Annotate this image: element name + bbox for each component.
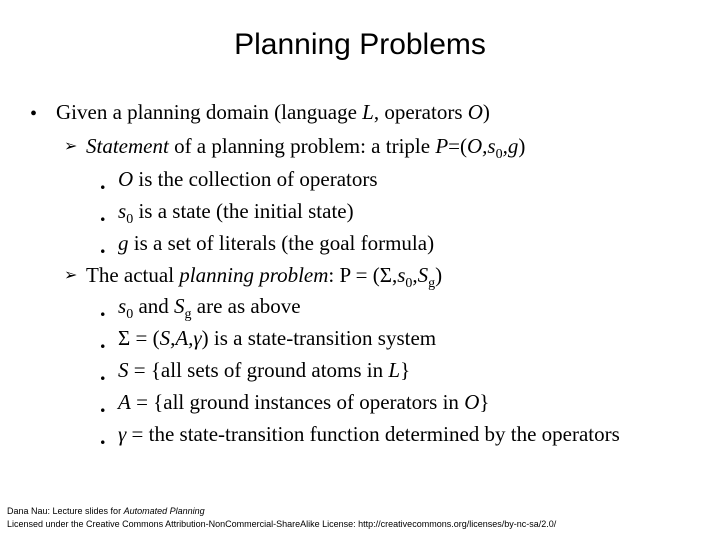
item-g-goal <box>118 231 434 255</box>
item-s0-initial <box>118 199 354 232</box>
var: A <box>118 390 131 414</box>
text: } <box>400 358 411 382</box>
bullet-given-domain <box>56 100 490 124</box>
text: ) is a state-transition system <box>201 326 437 350</box>
var: g <box>118 231 129 255</box>
item-gamma <box>118 422 620 446</box>
slide-title: Planning Problems <box>234 28 486 61</box>
item-O-collection <box>118 167 378 191</box>
var: s <box>118 199 127 223</box>
var-O: O <box>467 100 483 124</box>
text: The actual <box>86 263 180 287</box>
subbullet-statement <box>86 134 525 167</box>
subscript: 0 <box>126 212 134 228</box>
var: S,A,γ <box>159 326 202 350</box>
footer-license: Licensed under the Creative Commons Attribution-NonCommercial-ShareAlike License: http://creativecommons.org/licenses/by-nc-sa/2.0/ <box>7 519 557 529</box>
subscript: 0 <box>126 307 134 323</box>
var: S <box>118 358 129 382</box>
var-s: s <box>397 263 406 287</box>
text: : P = (Σ, <box>328 263 398 287</box>
text: =( <box>448 134 467 158</box>
text: = the state-transition function determined by the operators <box>126 422 620 446</box>
dot-bullet: . <box>100 328 106 353</box>
statement-term: Statement <box>86 134 169 158</box>
arrow-bullet-icon: ➢ <box>64 138 78 155</box>
text: are as above <box>191 294 301 318</box>
subscript: 0 <box>495 147 503 163</box>
arrow-bullet-icon: ➢ <box>64 267 78 284</box>
dot-bullet: . <box>100 392 106 417</box>
dot-bullet: . <box>100 296 106 321</box>
text: Given a planning domain (language <box>56 100 363 124</box>
text: of a planning problem: a triple <box>168 134 436 158</box>
var-L: L <box>362 100 374 124</box>
text: and <box>133 294 175 318</box>
subbullet-actual-problem <box>86 263 442 296</box>
var: O <box>464 390 480 414</box>
subscript: 0 <box>405 276 413 292</box>
text: Dana Nau: Lecture slides for <box>7 506 124 516</box>
var: s <box>118 294 127 318</box>
var: O <box>118 167 134 191</box>
text: = {all sets of ground atoms in <box>128 358 389 382</box>
item-A-instances <box>118 390 489 414</box>
text: ) <box>518 134 526 158</box>
item-s0-sg <box>118 294 301 327</box>
subscript: g <box>428 276 436 292</box>
book-title: Automated Planning <box>123 506 205 516</box>
dot-bullet: . <box>100 360 106 385</box>
item-sigma <box>118 326 436 350</box>
text: ) <box>482 100 490 124</box>
var-O-s: O,s <box>467 134 496 158</box>
var-g: ,g <box>502 134 519 158</box>
text: is the collection of operators <box>133 167 378 191</box>
footer-credit <box>7 506 205 516</box>
var: γ <box>118 422 127 446</box>
text: is a state (the initial state) <box>133 199 354 223</box>
bullet-marker: • <box>30 103 38 125</box>
text: Σ = ( <box>118 326 160 350</box>
text: ) <box>435 263 443 287</box>
dot-bullet: . <box>100 169 106 194</box>
text: } <box>479 390 490 414</box>
dot-bullet: . <box>100 201 106 226</box>
var-S: S <box>417 263 429 287</box>
dot-bullet: . <box>100 424 106 449</box>
text: is a set of literals (the goal formula) <box>128 231 435 255</box>
text: , <box>412 263 418 287</box>
var: L <box>388 358 401 382</box>
planning-problem-term: planning problem <box>179 263 329 287</box>
subscript: g <box>184 307 192 323</box>
dot-bullet: . <box>100 233 106 258</box>
text: = {all ground instances of operators in <box>130 390 465 414</box>
item-S-atoms <box>118 358 410 382</box>
var-P: P <box>435 134 449 158</box>
var: S <box>174 294 185 318</box>
text: , operators <box>373 100 468 124</box>
